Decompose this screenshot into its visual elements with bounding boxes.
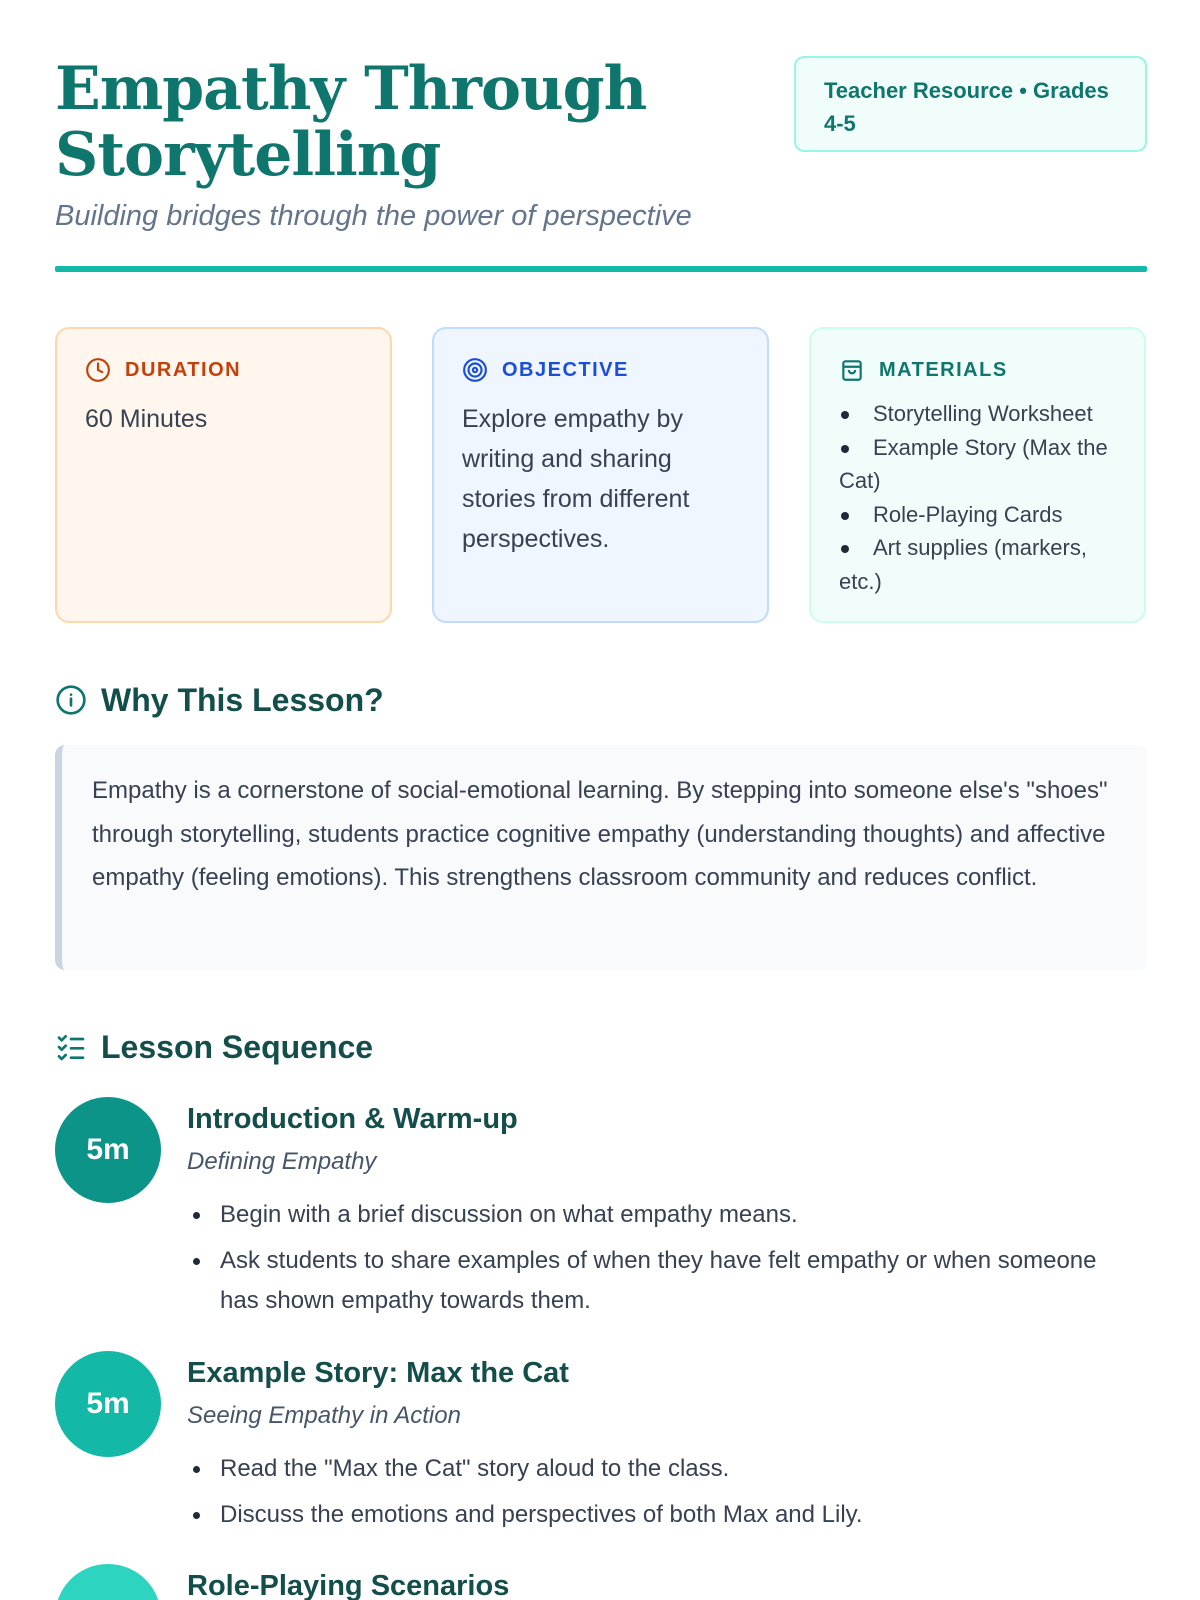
page-subtitle: Building bridges through the power of perspective — [55, 200, 692, 232]
info-icon — [55, 684, 87, 716]
objective-value: Explore empathy by writing and sharing stories from different perspectives. — [462, 405, 690, 553]
step-time-badge: 5m — [55, 1097, 161, 1203]
step-title: Example Story: Max the Cat — [187, 1357, 569, 1389]
audience-badge: Teacher Resource • Grades 4-5 — [794, 56, 1147, 152]
list-item: Example Story (Max the Cat) — [839, 431, 1116, 498]
step-bullets — [187, 1449, 1117, 1535]
list-item: Art supplies (markers, etc.) — [839, 531, 1116, 598]
sequence-heading-text: Lesson Sequence — [101, 1028, 374, 1065]
step-title: Role-Playing Scenarios — [187, 1570, 510, 1600]
list-item: Read the "Max the Cat" story aloud to the class. — [187, 1449, 1117, 1489]
step-subtitle: Defining Empathy — [187, 1148, 377, 1175]
target-icon — [462, 357, 488, 383]
page-title: Empathy Through Storytelling — [55, 54, 647, 190]
why-heading — [55, 680, 384, 720]
materials-label: MATERIALS — [879, 358, 1008, 381]
materials-card — [809, 327, 1146, 623]
info-cards — [55, 327, 1147, 623]
step-title: Introduction & Warm-up — [187, 1103, 518, 1135]
list-item: Begin with a brief discussion on what empathy means. — [187, 1195, 1117, 1235]
header-divider — [55, 266, 1147, 272]
step-subtitle: Seeing Empathy in Action — [187, 1402, 461, 1429]
bag-icon — [839, 357, 865, 383]
sequence-heading — [55, 1027, 373, 1067]
list-item: Role-Playing Cards — [839, 498, 1116, 532]
duration-label: DURATION — [125, 358, 242, 381]
duration-card — [55, 327, 392, 623]
step-time-badge: 5m — [55, 1351, 161, 1457]
header — [55, 56, 1147, 276]
why-heading-text: Why This Lesson? — [101, 681, 384, 718]
clock-icon — [85, 357, 111, 383]
objective-card — [432, 327, 769, 623]
why-callout: Empathy is a cornerstone of social-emotional learning. By stepping into someone else's "shoes" through storytelling, students practice cognitive empathy (understanding thoughts) and affective empathy (feeling emotions). This strengthens classroom community and reduces conflict. — [55, 745, 1147, 970]
list-item: Storytelling Worksheet — [839, 397, 1116, 431]
step-bullets — [187, 1195, 1117, 1321]
checklist-icon — [55, 1031, 87, 1063]
list-item: Discuss the emotions and perspectives of both Max and Lily. — [187, 1495, 1117, 1535]
step-time-badge — [55, 1564, 161, 1600]
duration-value: 60 Minutes — [85, 405, 208, 433]
objective-label: OBJECTIVE — [502, 358, 629, 381]
lesson-page — [55, 0, 1147, 1600]
materials-list — [839, 397, 1116, 598]
list-item: Ask students to share examples of when they have felt empathy or when someone has shown empathy towards them. — [187, 1241, 1117, 1321]
